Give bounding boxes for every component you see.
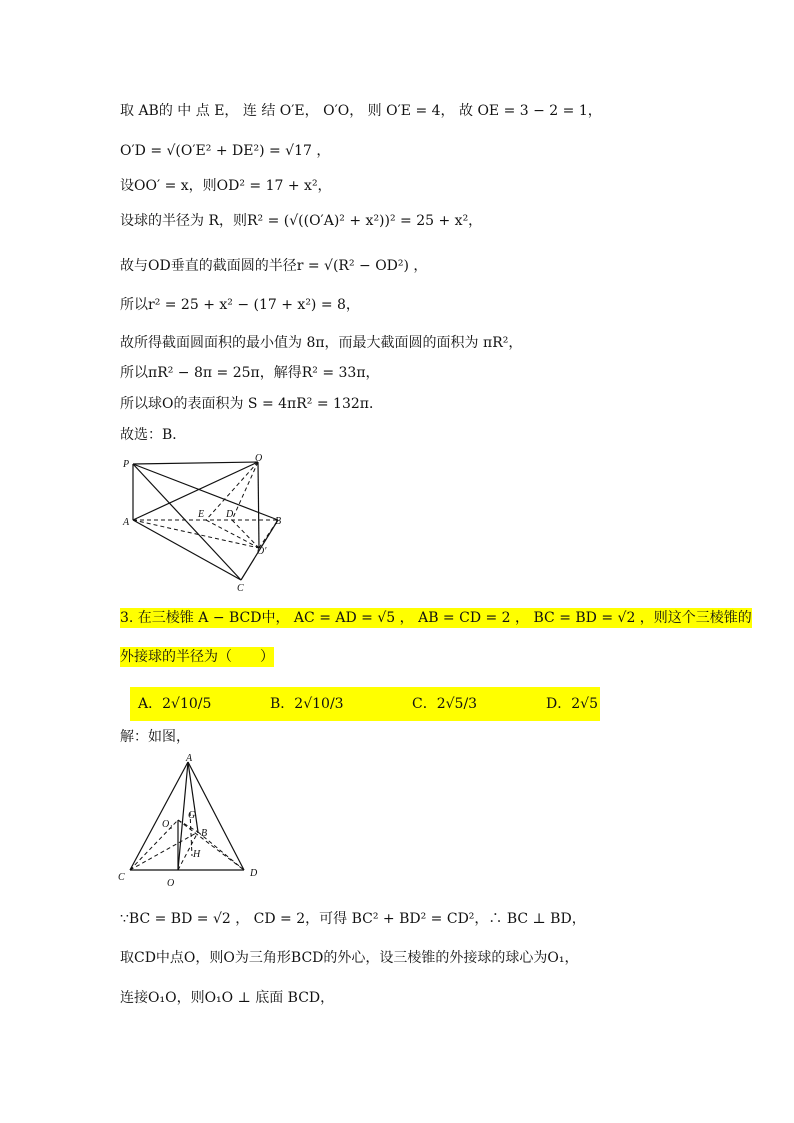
label-B: B bbox=[275, 516, 282, 527]
label-H: H bbox=[193, 849, 201, 860]
geometry-figure-2 bbox=[112, 752, 272, 888]
solution-line-1: 取 AB的 中 点 E， 连 结 O′E， O′O， 则 O′E = 4， 故 OE = 3 − 2 = 1， bbox=[120, 103, 602, 119]
edge-PB bbox=[133, 464, 278, 520]
dashed-AO1 bbox=[133, 520, 259, 548]
dashed-DO1 bbox=[232, 520, 259, 548]
label-B: B bbox=[201, 828, 208, 839]
question-3-line-2 bbox=[120, 647, 274, 667]
label-O: O bbox=[255, 453, 263, 464]
edge-PC bbox=[133, 464, 241, 580]
label-D: D bbox=[226, 509, 234, 520]
solution-line-3: 设OO′ = x，则OD² = 17 + x²， bbox=[120, 178, 332, 194]
option-b: B．2√10/3 bbox=[270, 696, 344, 712]
option-d: D．2√5 bbox=[546, 696, 598, 712]
label-E: E bbox=[198, 509, 205, 520]
label-P: P bbox=[123, 459, 130, 470]
label-A: A bbox=[123, 517, 130, 528]
option-c: C．2√5/3 bbox=[412, 696, 478, 712]
solution-3-intro: 解：如图， bbox=[120, 729, 190, 745]
label-G: G bbox=[188, 810, 196, 821]
option-a: A．2√10/5 bbox=[138, 696, 212, 712]
geometry-figure-1 bbox=[118, 452, 308, 594]
solution-line-6: 所以r² = 25 + x² − (17 + x²) = 8， bbox=[120, 297, 360, 313]
question-3-text-2: 外接球的半径为（ ） bbox=[120, 649, 274, 665]
label-C: C bbox=[237, 583, 244, 594]
solution-line-7: 故所得截面圆面积的最小值为 8π，而最大截面圆的面积为 πR²， bbox=[120, 335, 523, 351]
solution-3-line-1: ∵BC = BD = √2 ， CD = 2，可得 BC² + BD² = CD²，∴ BC ⊥ BD， bbox=[120, 911, 586, 927]
solution-line-5: 故与OD垂直的截面圆的半径r = √(R² − OD²) ， bbox=[120, 258, 428, 274]
question-3-text: 3. 在三棱锥 A − BCD中， AC = AD = √5 ， AB = CD = 2 ， BC = BD = √2 ，则这个三棱锥的 bbox=[120, 610, 752, 626]
question-3-line-1 bbox=[120, 608, 752, 628]
edge-PO bbox=[133, 462, 258, 464]
edge-OO1 bbox=[258, 462, 259, 548]
solution-line-2: O′D = √(O′E² + DE²) = √17 ， bbox=[120, 143, 331, 159]
solution-line-9: 所以球O的表面积为 S = 4πR² = 132π． bbox=[120, 396, 383, 412]
label-C: C bbox=[118, 872, 125, 883]
solution-line-4: 设球的半径为 R，则R² = (√((O′A)² + x²))² = 25 + x²， bbox=[120, 213, 483, 229]
label-D: D bbox=[250, 868, 258, 879]
solution-3-line-3: 连接O₁O，则O₁O ⊥ 底面 BCD， bbox=[120, 990, 335, 1006]
label-O: O bbox=[167, 878, 175, 888]
label-O1: O₁ bbox=[162, 819, 173, 830]
label-A: A bbox=[186, 753, 193, 764]
edge-AC bbox=[133, 520, 241, 580]
solution-3-line-2: 取CD中点O，则O为三角形BCD的外心，设三棱锥的外接球的球心为O₁， bbox=[120, 950, 579, 966]
solution-line-10: 故选：B． bbox=[120, 427, 187, 443]
dashed-O1D bbox=[178, 820, 244, 870]
question-3-options bbox=[130, 687, 600, 721]
solution-line-8: 所以πR² − 8π = 25π，解得R² = 33π， bbox=[120, 365, 380, 381]
dashed-EO1 bbox=[206, 520, 259, 548]
label-O1: O′ bbox=[257, 546, 267, 557]
